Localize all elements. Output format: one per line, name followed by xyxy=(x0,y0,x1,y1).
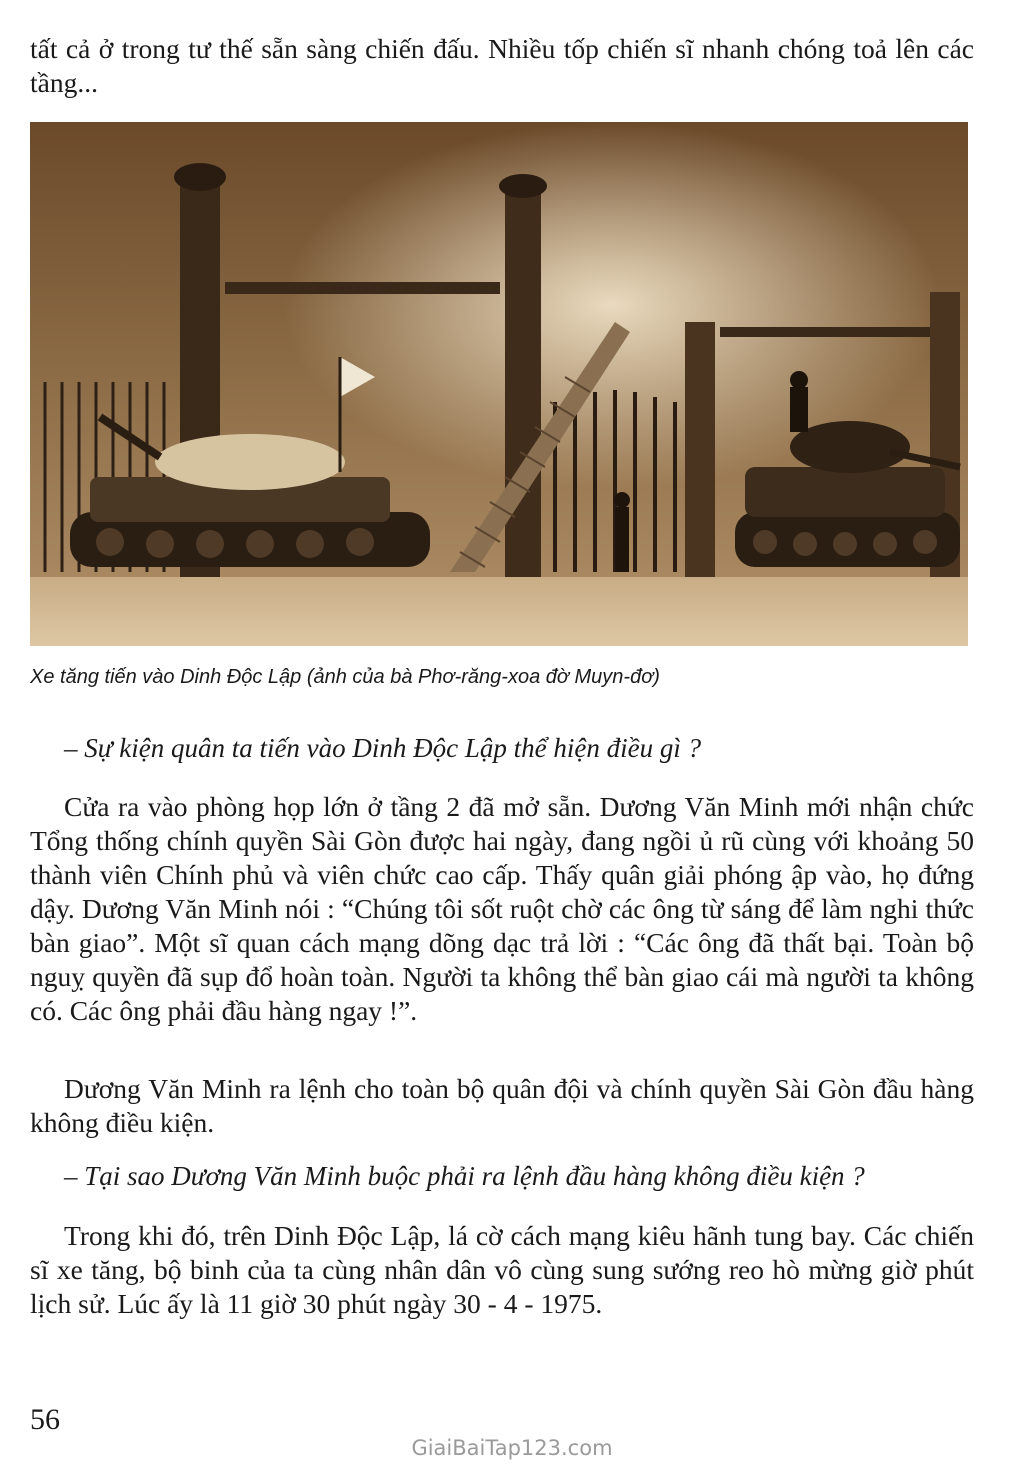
photo-caption: Xe tăng tiến vào Dinh Độc Lập (ảnh của bà Phơ-răng-xoa đờ Muyn-đơ) xyxy=(30,666,660,688)
intro-paragraph: tất cả ở trong tư thế sẵn sàng chiến đấu. Nhiều tốp chiến sĩ nhanh chóng toả lên các tầng... xyxy=(30,33,974,98)
watermark: GiaiBaiTap123.com xyxy=(411,1436,613,1460)
flag-paragraph: Trong khi đó, trên Dinh Độc Lập, lá cờ cách mạng kiêu hãnh tung bay. Các chiến sĩ xe tăng, bộ binh của ta cùng nhân dân vô cùng sung sướng reo hò mừng giờ phút lịch sử. Lúc ấy là 11 giờ 30 phút ngày 30 - 4 - 1975. xyxy=(30,1220,974,1319)
surrender-paragraph: Dương Văn Minh ra lệnh cho toàn bộ quân đội và chính quyền Sài Gòn đầu hàng không điều kiện. xyxy=(30,1073,974,1138)
tank-photo-illustration xyxy=(30,122,968,646)
question-2: – Tại sao Dương Văn Minh buộc phải ra lệnh đầu hàng không điều kiện ? xyxy=(64,1161,865,1191)
question-1: – Sự kiện quân ta tiến vào Dinh Độc Lập thể hiện điều gì ? xyxy=(64,733,702,763)
page-number: 56 xyxy=(30,1403,60,1436)
meeting-paragraph: Cửa ra vào phòng họp lớn ở tầng 2 đã mở sẵn. Dương Văn Minh mới nhận chức Tổng thống chính quyền Sài Gòn được hai ngày, đang ngồi ủ rũ cùng với khoảng 50 thành viên Chính phủ và viên chức cao cấp. Thấy quân giải phóng ập vào, họ đứng dậy. Dương Văn Minh nói : “Chúng tôi sốt ruột chờ các ông từ sáng để làm nghi thức bàn giao”. Một sĩ quan cách mạng dõng dạc trả lời : “Các ông đã thất bại. Toàn bộ nguỵ quyền đã sụp đổ hoàn toàn. Người ta không thể bàn giao cái mà người ta không có. Các ông phải đầu hàng ngay !”. xyxy=(30,791,974,1026)
tank-photo xyxy=(30,122,968,646)
